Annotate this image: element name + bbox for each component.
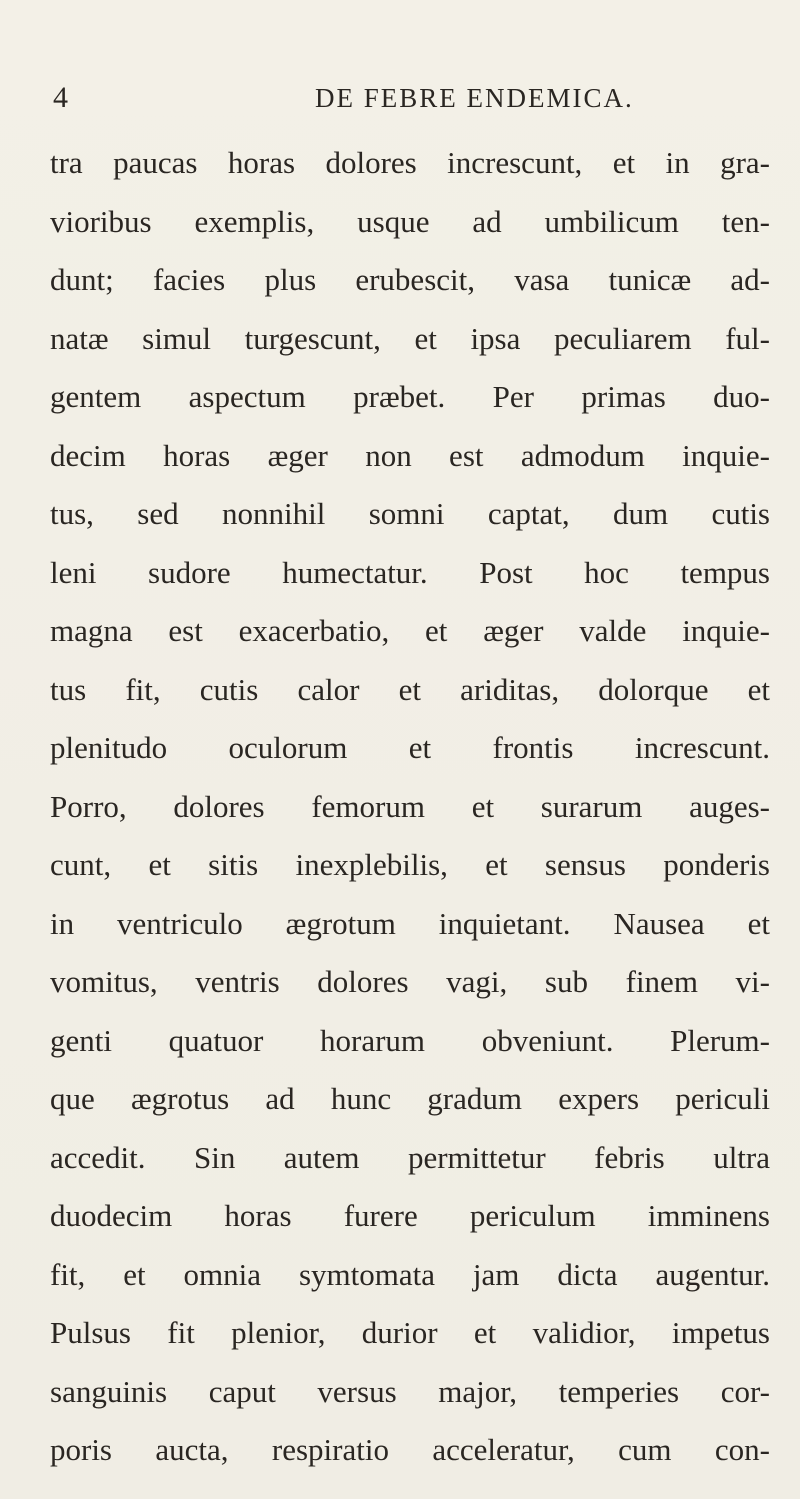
text-line: tus, sed nonnihil somni captat, dum cutis [50, 496, 770, 531]
running-title: DE FEBRE ENDEMICA. [315, 83, 634, 113]
text-line: accedit. Sin autem permittetur febris ultra [50, 1139, 770, 1175]
text-line: cunt, et sitis inexplebilis, et sensus ponderis [50, 847, 770, 882]
text-line: genti quatuor horarum obveniunt. Plerum- [50, 1022, 770, 1058]
running-head [50, 78, 770, 118]
text-line: dunt; facies plus erubescit, vasa tunicæ ad- [50, 262, 770, 297]
page-number: 4 [53, 81, 68, 114]
text-line: fit, et omnia symtomata jam dicta augentur. [50, 1256, 770, 1292]
text-line: poris aucta, respiratio acceleratur, cum con- [50, 1432, 770, 1467]
text-line: gentem aspectum præbet. Per primas duo- [50, 379, 770, 414]
text-line: in ventriculo ægrotum inquietant. Nausea et [50, 905, 770, 941]
text-line: que ægrotus ad hunc gradum expers periculi [50, 1081, 770, 1116]
text-line: plenitudo oculorum et frontis increscunt. [50, 730, 770, 765]
text-line: magna est exacerbatio, et æger valde inquie- [50, 613, 770, 648]
text-line: duodecim horas furere periculum imminens [50, 1198, 770, 1233]
text-line: natæ simul turgescunt, et ipsa peculiarem ful- [50, 320, 770, 356]
text-line: vioribus exemplis, usque ad umbilicum ten- [50, 203, 770, 239]
text-line: leni sudore humectatur. Post hoc tempus [50, 554, 770, 590]
text-line: Porro, dolores femorum et surarum auges- [50, 788, 770, 824]
text-line: vomitus, ventris dolores vagi, sub finem vi- [50, 964, 770, 999]
text-line: decim horas æger non est admodum inquie- [50, 437, 770, 473]
text-line: sanguinis caput versus major, temperies cor- [50, 1373, 770, 1409]
text-line: tra paucas horas dolores increscunt, et in gra- [50, 145, 770, 180]
text-line: Pulsus fit plenior, durior et validior, impetus [50, 1315, 770, 1350]
body-text [50, 134, 770, 1480]
text-line: tus fit, cutis calor et ariditas, dolorque et [50, 671, 770, 707]
